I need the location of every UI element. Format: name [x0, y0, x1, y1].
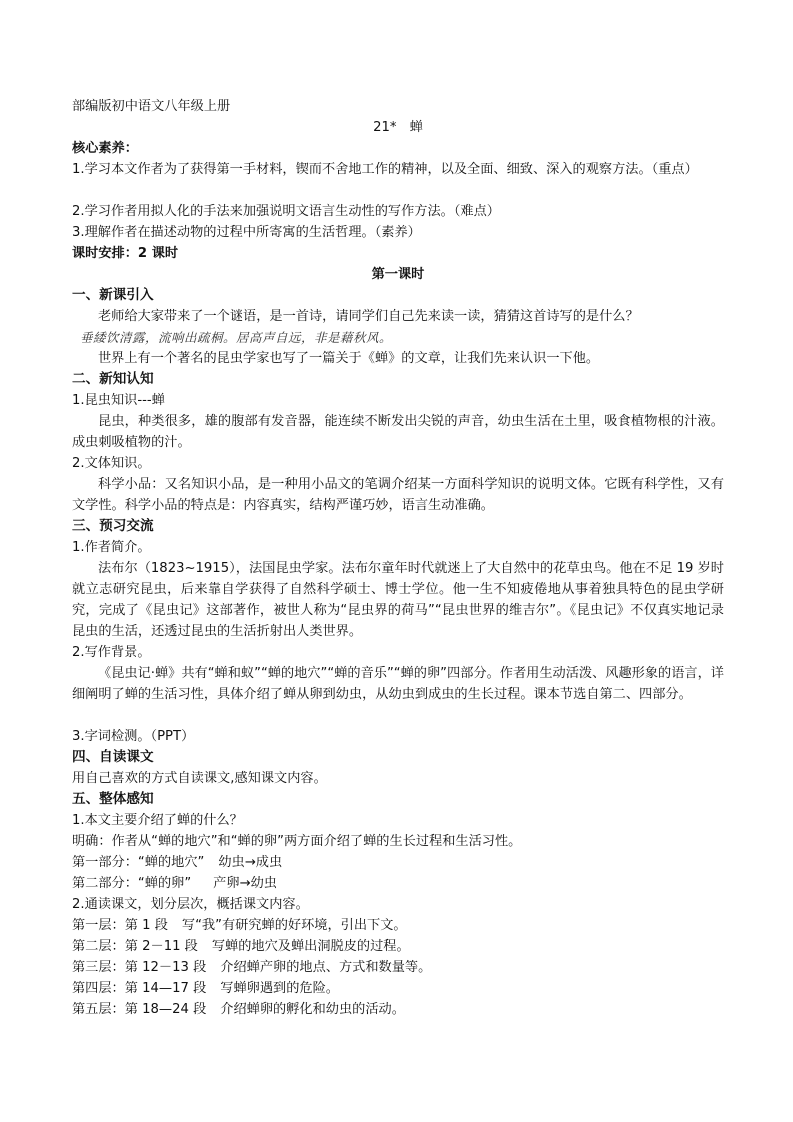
part-2-label: 第二部分：“蝉的卵”	[72, 876, 192, 891]
core-item-3: 3.理解作者在描述动物的过程中所寄寓的生活哲理。（素养）	[72, 225, 421, 240]
layer-row	[72, 978, 724, 999]
layer-row	[72, 999, 724, 1020]
part-1-value: 幼虫→成虫	[218, 855, 283, 870]
course-header: 部编版初中语文八年级上册	[72, 99, 231, 114]
layer-label: 第四层：第 14—17 段	[72, 981, 207, 996]
core-literacy-heading: 核心素养：	[72, 141, 138, 156]
genre-knowledge-para: 科学小品：又名知识小品，是一种用小品文的笔调介绍某一方面科学知识的说明文体。它既有科学性，又有文学性。科学小品的特点是：内容真实，结构严谨巧妙，语言生动准确。	[72, 477, 724, 513]
layer-label: 第五层：第 18—24 段	[72, 1002, 207, 1017]
section-5-heading: 五、整体感知	[72, 791, 154, 807]
section-3-heading: 三、预习交流	[72, 518, 154, 534]
schedule-line: 课时安排：2 课时	[72, 246, 179, 261]
section-4-heading: 四、自读课文	[72, 749, 154, 765]
core-item-1: 1.学习本文作者为了获得第一手材料，锲而不舍地工作的精神，以及全面、细致、深入的观察方法。（重点）	[72, 162, 698, 177]
layer-row	[72, 936, 724, 957]
part-1-label: 第一部分：“蝉的地穴”	[72, 855, 205, 870]
layer-row	[72, 957, 724, 978]
question-2: 2.通读课文，划分层次，概括课文内容。	[72, 897, 309, 912]
section-1-para-1: 老师给大家带来了一个谜语，是一首诗，请同学们自己先来读一读，猜猜这首诗写的是什么？	[98, 309, 639, 324]
period-title: 第一课时	[371, 267, 425, 282]
genre-knowledge-heading: 2.文体知识。	[72, 456, 151, 471]
riddle-poem: 垂緌饮清露，流响出疏桐。居高声自远，非是藉秋风。	[80, 330, 393, 345]
insect-knowledge-heading: 1.昆虫知识---蝉	[72, 393, 165, 408]
lesson-title: 21* 蝉	[373, 120, 423, 135]
part-1-line	[72, 852, 724, 873]
layer-text: 写蝉的地穴及蝉出洞脱皮的过程。	[211, 939, 410, 954]
part-2-value: 产卵→幼虫	[213, 876, 277, 891]
layer-label: 第二层：第 2－11 段	[72, 939, 198, 954]
background-heading: 2.写作背景。	[72, 645, 151, 660]
section-1-heading: 一、新课引入	[72, 287, 154, 303]
insect-knowledge-para: 昆虫，种类很多，雄的腹部有发音器，能连续不断发出尖锐的声音，幼虫生活在土里，吸食植物根的汁液。成虫刺吸植物的汁。	[72, 414, 724, 450]
layer-label: 第一层：第 1 段	[72, 918, 168, 933]
question-1: 1.本文主要介绍了蝉的什么？	[72, 813, 243, 828]
answer-1: 明确：作者从“蝉的地穴”和“蝉的卵”两方面介绍了蝉的生长过程和生活习性。	[72, 834, 522, 849]
author-intro-para: 法布尔（1823~1915），法国昆虫学家。法布尔童年时代就迷上了大自然中的花草虫鸟。他在不足 19 岁时就立志研究昆虫，后来靠自学获得了自然科学硕士、博士学位。他一生不知疲倦地从事着独具特色的昆虫学研究，完成了《昆虫记》这部著作，被世人称为“昆虫界的荷马”“昆虫世界的维吉尔”。《昆虫记》不仅真实地记录昆虫的生活，还透过昆虫的生活折射出人类世界。	[72, 561, 724, 639]
layer-row	[72, 915, 724, 936]
section-2-heading: 二、新知认知	[72, 371, 154, 387]
vocab-check-line: 3.字词检测。（PPT）	[72, 729, 195, 744]
layer-text: 写“我”有研究蝉的好环境，引出下文。	[181, 918, 407, 933]
layer-text: 介绍蝉卵的孵化和幼虫的活动。	[220, 1002, 405, 1017]
layer-label: 第三层：第 12－13 段	[72, 960, 207, 975]
layer-text: 写蝉卵遇到的危险。	[220, 981, 339, 996]
section-1-para-2: 世界上有一个著名的昆虫学家也写了一篇关于《蝉》的文章，让我们先来认识一下他。	[98, 351, 600, 366]
background-para: 《昆虫记·蝉》共有“蝉和蚁”“蝉的地穴”“蝉的音乐”“蝉的卵”四部分。作者用生动活泼、风趣形象的语言，详细阐明了蝉的生活习性，具体介绍了蝉从卵到幼虫，从幼虫到成虫的生长过程。课本节选自第二、四部分。	[72, 666, 724, 702]
layer-text: 介绍蝉产卵的地点、方式和数量等。	[220, 960, 432, 975]
core-item-2: 2.学习作者用拟人化的手法来加强说明文语言生动性的写作方法。（难点）	[72, 204, 500, 219]
author-intro-heading: 1.作者简介。	[72, 540, 151, 555]
part-2-line	[72, 873, 724, 894]
section-4-para: 用自己喜欢的方式自读课文,感知课文内容。	[72, 771, 327, 786]
